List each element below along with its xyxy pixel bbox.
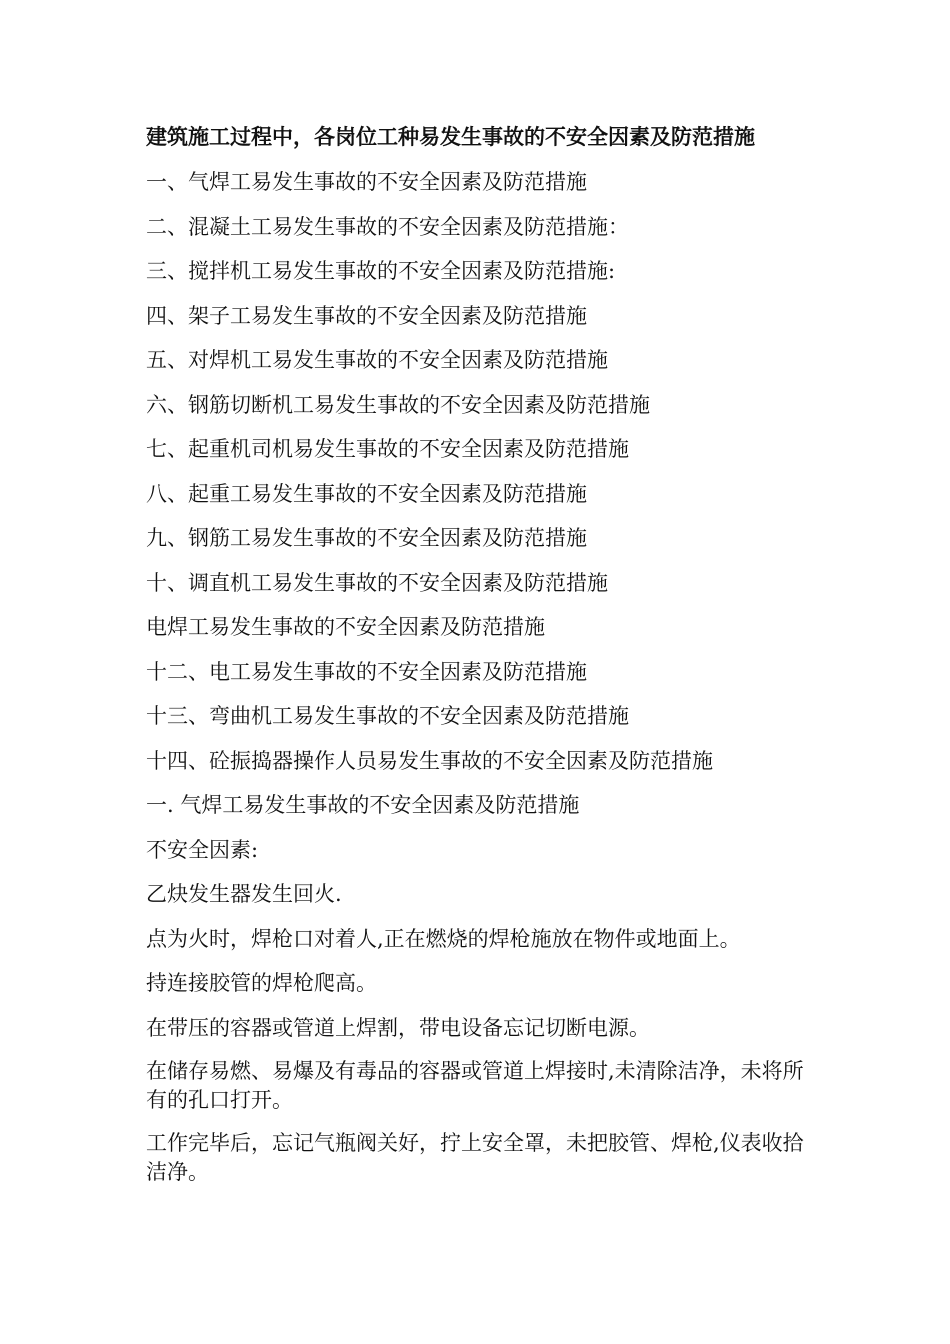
toc-item: 二、混凝土工易发生事故的不安全因素及防范措施： <box>146 214 629 239</box>
list-item: 在带压的容器或管道上焊割，带电设备忘记切断电源。 <box>146 1015 650 1040</box>
hazard-list <box>146 879 812 1187</box>
toc-item: 七、起重机司机易发生事故的不安全因素及防范措施 <box>146 437 629 461</box>
subheading: 不安全因素: <box>146 837 259 862</box>
document-title: 建筑施工过程中，各岗位工种易发生事故的不安全因素及防范措施 <box>146 124 755 149</box>
list-item: 持连接胶管的焊枪爬高。 <box>146 971 377 995</box>
toc-item: 十三、弯曲机工易发生事故的不安全因素及防范措施 <box>146 704 629 728</box>
table-of-contents <box>146 167 812 776</box>
list-item: 在储存易燃、易爆及有毒品的容器或管道上焊接时,未清除洁净，未将所有的孔口打开。 <box>146 1059 804 1112</box>
list-item: 点为火时，焊枪口对着人,正在燃烧的焊枪施放在物件或地面上。 <box>146 926 741 951</box>
toc-item: 九、钢筋工易发生事故的不安全因素及防范措施 <box>146 526 587 550</box>
section-heading: 一. 气焊工易发生事故的不安全因素及防范措施 <box>146 793 580 817</box>
list-item: 工作完毕后，忘记气瓶阀关好，拧上安全罩，未把胶管、焊枪,仪表收拾洁净。 <box>146 1131 804 1184</box>
toc-item: 电焊工易发生事故的不安全因素及防范措施 <box>146 615 545 639</box>
toc-item: 四、架子工易发生事故的不安全因素及防范措施 <box>146 303 587 328</box>
toc-item: 十二、电工易发生事故的不安全因素及防范措施 <box>146 659 587 684</box>
toc-item: 一、气焊工易发生事故的不安全因素及防范措施 <box>146 170 587 194</box>
toc-item: 三、搅拌机工易发生事故的不安全因素及防范措施: <box>146 259 616 283</box>
toc-item: 十、调直机工易发生事故的不安全因素及防范措施 <box>146 570 608 595</box>
toc-item: 六、钢筋切断机工易发生事故的不安全因素及防范措施 <box>146 392 650 417</box>
document-body <box>146 122 812 1201</box>
list-item: 乙炔发生器发生回火. <box>146 882 342 906</box>
toc-item: 十四、砼振捣器操作人员易发生事故的不安全因素及防范措施 <box>146 748 713 773</box>
toc-item: 五、对焊机工易发生事故的不安全因素及防范措施 <box>146 348 608 372</box>
toc-item: 八、起重工易发生事故的不安全因素及防范措施 <box>146 481 587 506</box>
